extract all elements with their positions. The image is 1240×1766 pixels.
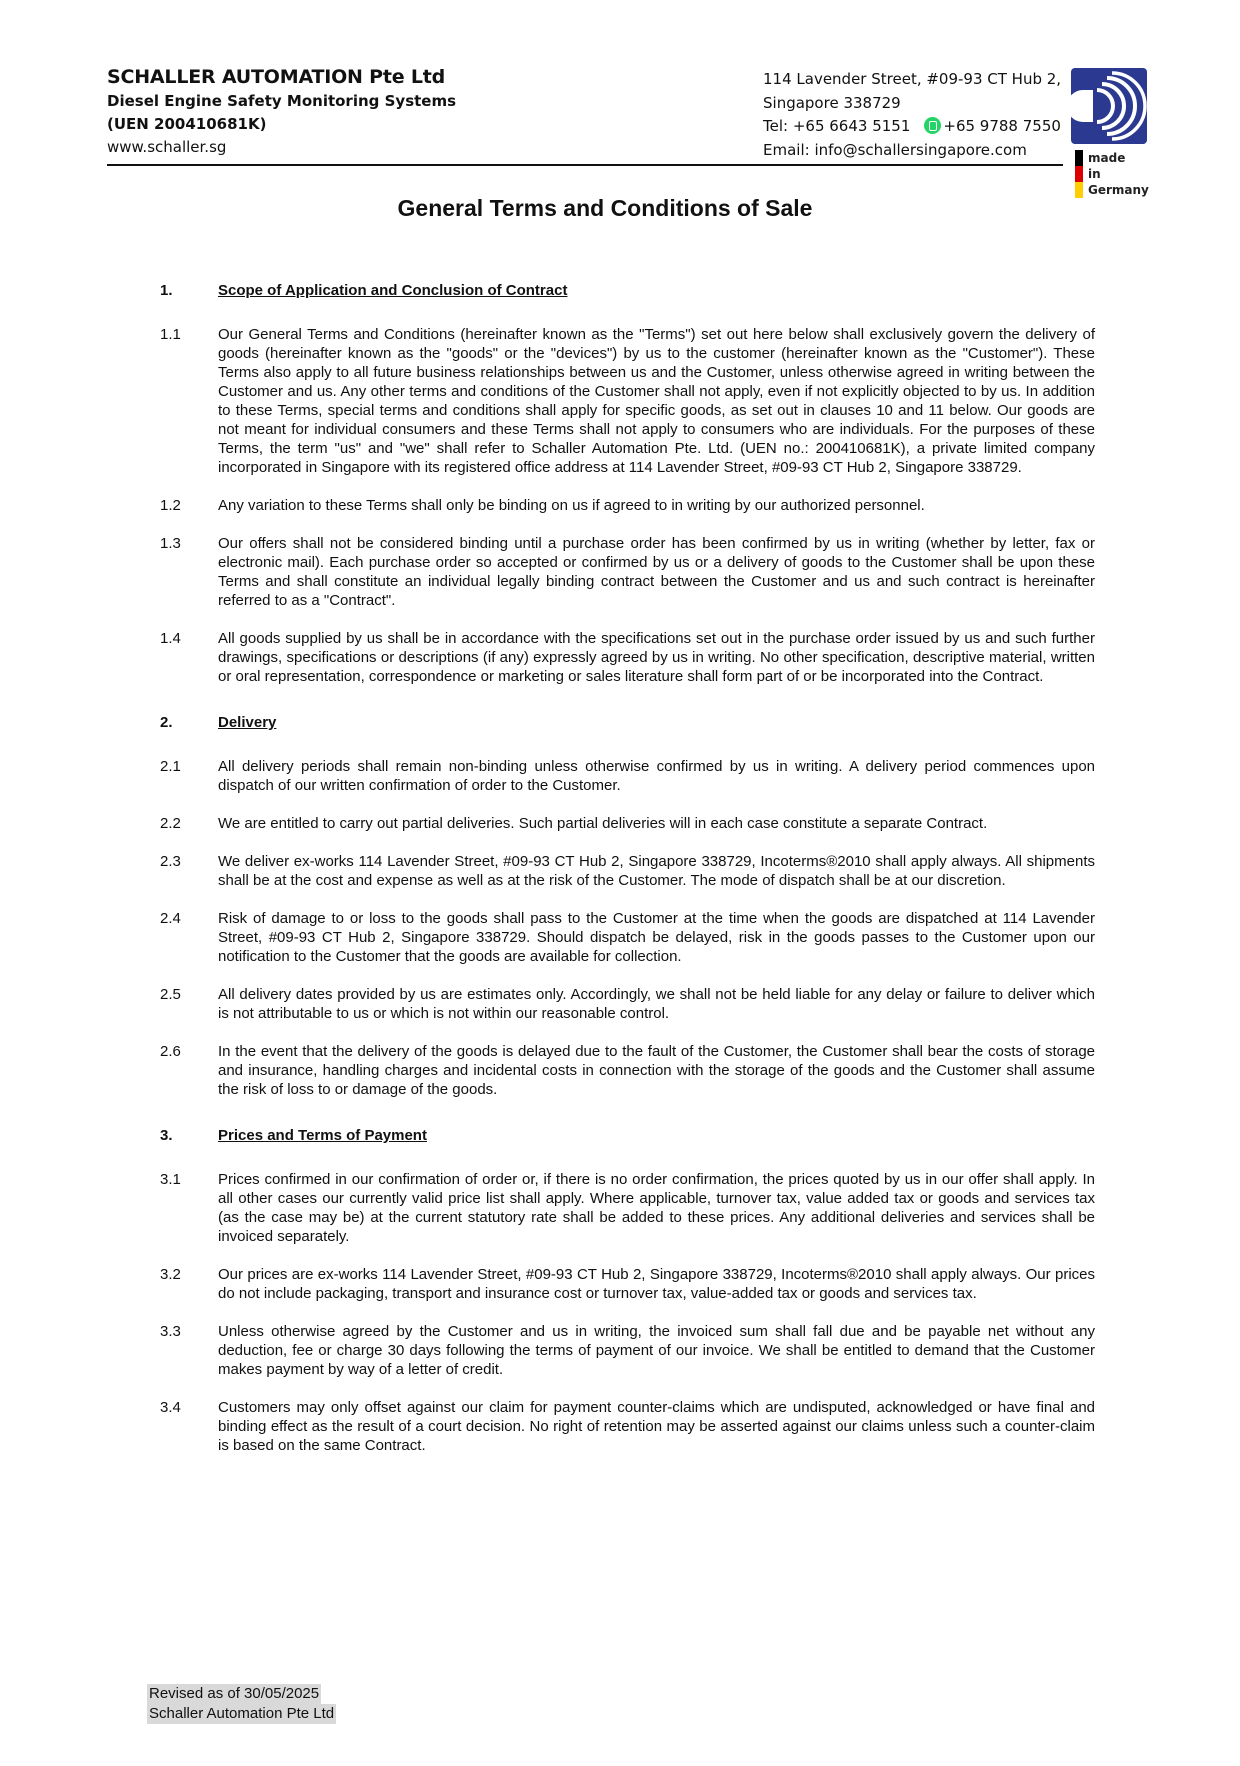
clause-number: 3.3 xyxy=(160,1323,181,1340)
clause-text: Prices confirmed in our confirmation of order or, if there is no order confirmation, the prices quoted by us in our offer shall apply. In all other cases our currently valid price list shall apply. Where applicable, turnover tax, value added tax or goods and services tax (as the case may be) at the current statutory rate shall be added to these prices. Any additional deliveries and services shall be invoiced separately. xyxy=(218,1171,1095,1245)
clause-text: Our offers shall not be considered binding until a purchase order has been confirmed by us in writing (whether by letter, fax or electronic mail). Each purchase order so accepted or confirmed by us or a delivery of goods to the Customer shall be upon these Terms and shall constitute an individual legally binding contract between the Customer and us and such contract is hereinafter referred to as a "Contract". xyxy=(218,535,1095,609)
section-scope xyxy=(160,282,1095,686)
flag-stripe-red xyxy=(1075,166,1083,182)
clause-number: 2.3 xyxy=(160,853,181,870)
header-divider xyxy=(107,164,1063,166)
section-number: 3. xyxy=(160,1127,173,1144)
clause-text: All delivery periods shall remain non-binding unless otherwise confirmed by us in writing. A delivery period commences upon dispatch of our written confirmation of order to the Customer. xyxy=(218,758,1095,794)
company-name: SCHALLER AUTOMATION Pte Ltd xyxy=(107,66,446,88)
made-label: made xyxy=(1088,151,1126,165)
schaller-logo xyxy=(1071,68,1147,144)
flag-stripe-black xyxy=(1075,150,1083,166)
section-heading xyxy=(160,282,1095,299)
clause xyxy=(160,814,1095,833)
clause-number: 2.2 xyxy=(160,815,181,832)
clause xyxy=(160,1398,1095,1455)
clause-number: 1.3 xyxy=(160,535,181,552)
clause-text: We are entitled to carry out partial deliveries. Such partial deliveries will in each case constitute a separate Contract. xyxy=(218,815,988,832)
page-footer xyxy=(147,1684,336,1724)
terms-content xyxy=(160,282,1095,1483)
clause xyxy=(160,1265,1095,1303)
company-uen: (UEN 200410681K) xyxy=(107,115,267,133)
clause-text: Customers may only offset against our claim for payment counter-claims which are undisputed, acknowledged or have final and binding effect as the result of a court decision. No right of retention may be asserted against our claims unless such a counter-claim is based on the same Contract. xyxy=(218,1399,1095,1454)
email-address[interactable]: Email: info@schallersingapore.com xyxy=(763,140,1027,159)
clause-text: Risk of damage to or loss to the goods shall pass to the Customer at the time when the goods are dispatched at 114 Lavender Street, #09-93 CT Hub 2, Singapore 338729. Should dispatch be delayed, risk in the goods passes to the Customer upon our notification to the Customer that the goods are available for collection. xyxy=(218,910,1095,965)
clause-number: 1.1 xyxy=(160,326,181,343)
clause xyxy=(160,1042,1095,1099)
address-line-2: Singapore 338729 xyxy=(763,93,901,112)
clause-number: 3.1 xyxy=(160,1171,181,1188)
section-title: Delivery xyxy=(218,714,277,731)
document-title: General Terms and Conditions of Sale xyxy=(397,195,813,221)
clause-number: 2.6 xyxy=(160,1043,181,1060)
contact-info xyxy=(763,68,1061,162)
clause-number: 2.1 xyxy=(160,758,181,775)
clause xyxy=(160,496,1095,515)
section-title: Prices and Terms of Payment xyxy=(218,1127,427,1144)
clause xyxy=(160,325,1095,477)
clause xyxy=(160,629,1095,686)
whatsapp-icon xyxy=(924,117,941,134)
clause-text: Unless otherwise agreed by the Customer and us in writing, the invoiced sum shall fall due and be payable net without any deduction, fee or charge 30 days following the terms of payment of our invoice. We shall be entitled to demand that the Customer makes payment by way of a letter of credit. xyxy=(218,1323,1095,1378)
clause-text: We deliver ex-works 114 Lavender Street, #09-93 CT Hub 2, Singapore 338729, Incoterms®2010 shall apply always. All shipments shall be at the cost and expense as well as at the risk of the Customer. The mode of dispatch shall be at our discretion. xyxy=(218,853,1095,889)
footer-company: Schaller Automation Pte Ltd xyxy=(149,1705,335,1722)
revision-date: Revised as of 30/05/2025 xyxy=(149,1685,320,1702)
tel-number: Tel: +65 6643 5151 xyxy=(763,117,911,135)
clause xyxy=(160,852,1095,890)
clause-number: 2.4 xyxy=(160,910,181,927)
clause-number: 1.4 xyxy=(160,630,181,647)
section-number: 2. xyxy=(160,714,173,731)
company-tagline: Diesel Engine Safety Monitoring Systems xyxy=(107,92,457,110)
clause xyxy=(160,909,1095,966)
clause-number: 3.2 xyxy=(160,1266,181,1283)
section-prices xyxy=(160,1127,1095,1455)
clause xyxy=(160,534,1095,610)
clause xyxy=(160,757,1095,795)
clause-text: In the event that the delivery of the goods is delayed due to the fault of the Customer, the Customer shall bear the costs of storage and insurance, handling charges and incidental costs in connection with the storage of the goods and the Customer shall assume the risk of loss to or damage of the goods. xyxy=(218,1043,1095,1098)
clause-text: Our General Terms and Conditions (hereinafter known as the "Terms") set out here below shall exclusively govern the delivery of goods (hereinafter known as the "goods" or the "devices") by us to the customer (hereinafter known as the "Customer"). These Terms also apply to all future business relationships between us and the Customer, unless otherwise agreed in writing between the Customer and us. Any other terms and conditions of the Customer shall not apply, even if not explicitly objected to by us. In addition to these Terms, special terms and conditions shall apply for specific goods, as set out in clauses 10 and 11 below. Our goods are not meant for individual consumers and these Terms shall not apply to consumers who are individuals. For the purposes of these Terms, the term "us" and "we" shall refer to Schaller Automation Pte. Ltd. (UEN no.: 200410681K), a private limited company incorporated in Singapore with its registered office address at 114 Lavender Street, #09-93 CT Hub 2, Singapore 338729. xyxy=(218,326,1095,476)
whatsapp-number: +65 9788 7550 xyxy=(943,117,1061,135)
company-website[interactable]: www.schaller.sg xyxy=(107,138,227,156)
clause-text: All delivery dates provided by us are estimates only. Accordingly, we shall not be held liable for any delay or failure to deliver which is not attributable to us or which is not within our reasonable control. xyxy=(218,986,1095,1022)
section-delivery xyxy=(160,714,1095,1099)
clause-text: Any variation to these Terms shall only be binding on us if agreed to in writing by our authorized personnel. xyxy=(218,497,925,514)
section-title: Scope of Application and Conclusion of Contract xyxy=(218,282,568,299)
section-number: 1. xyxy=(160,282,173,299)
clause xyxy=(160,1170,1095,1246)
in-label: in xyxy=(1088,167,1101,181)
section-heading xyxy=(160,1127,1095,1144)
made-in-germany-badge xyxy=(1075,150,1149,198)
clause-text: All goods supplied by us shall be in accordance with the specifications set out in the purchase order issued by us and such further drawings, specifications or descriptions (if any) expressly agreed by us in writing. No other specification, descriptive material, written or oral representation, correspondence or marketing or sales literature shall form part of or be incorporated into the Contract. xyxy=(218,630,1095,685)
phone-line xyxy=(763,115,1061,139)
clause-number: 1.2 xyxy=(160,497,181,514)
clause xyxy=(160,1322,1095,1379)
clause-text: Our prices are ex-works 114 Lavender Street, #09-93 CT Hub 2, Singapore 338729, Incoterms®2010 shall apply always. Our prices do not include packaging, transport and insurance cost or turnover tax, value-added tax or goods and services tax. xyxy=(218,1266,1095,1302)
company-info xyxy=(107,64,456,159)
clause-number: 3.4 xyxy=(160,1399,181,1416)
section-heading xyxy=(160,714,1095,731)
germany-label: Germany xyxy=(1088,183,1149,197)
clause xyxy=(160,985,1095,1023)
address-line-1: 114 Lavender Street, #09-93 CT Hub 2, xyxy=(763,70,1062,88)
clause-number: 2.5 xyxy=(160,986,181,1003)
